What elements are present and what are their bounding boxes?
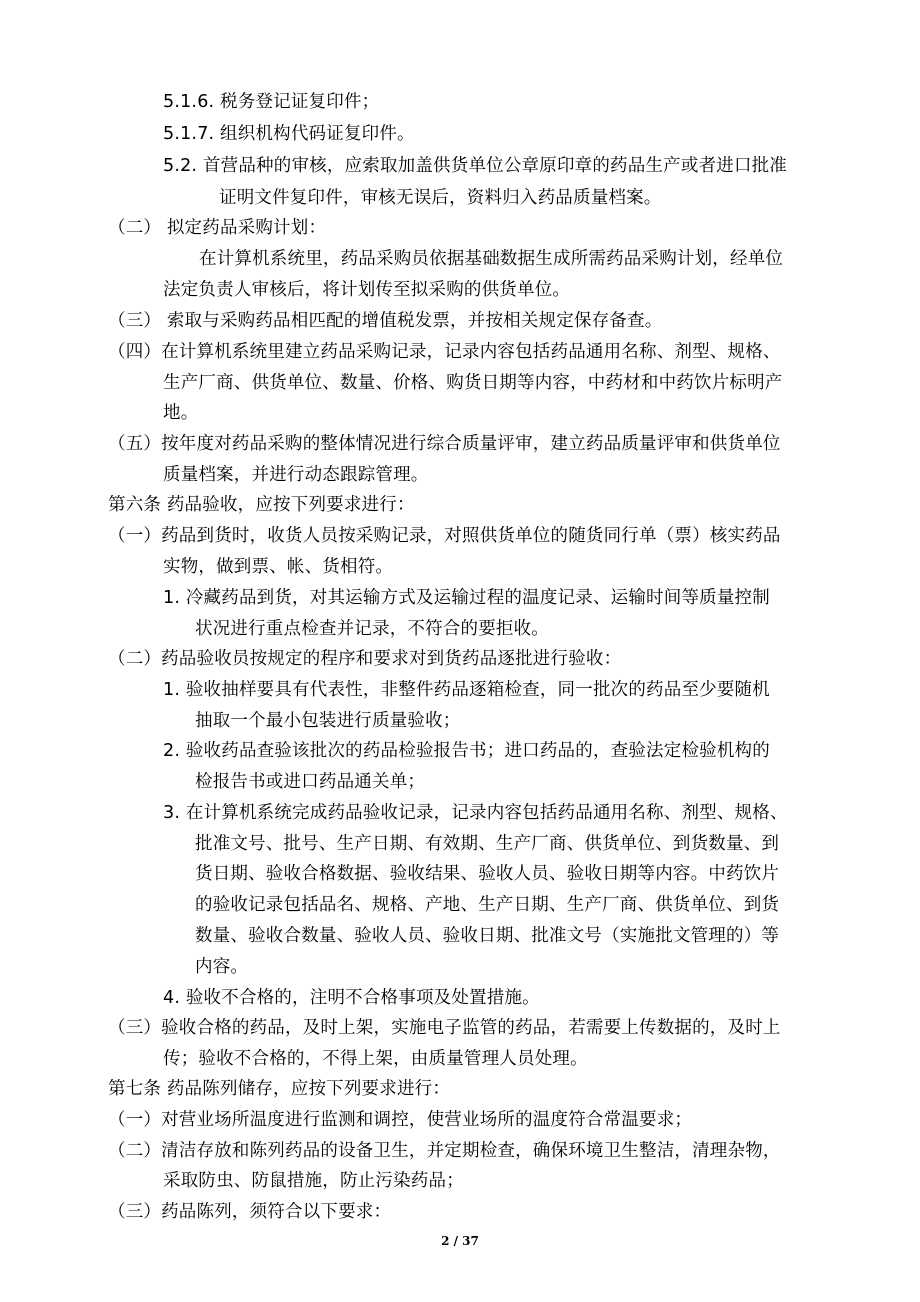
- text-line: 3. 在计算机系统完成药品验收记录，记录内容包括药品通用名称、剂型、规格、: [163, 803, 788, 823]
- text-line: 采取防虫、防鼠措施，防止污染药品；: [163, 1171, 464, 1191]
- text-line: 生产厂商、供货单位、数量、价格、购货日期等内容，中药材和中药饮片标明产: [163, 373, 783, 393]
- text-line: 货日期、验收合格数据、验收结果、验收人员、验收日期等内容。中药饮片: [195, 864, 780, 884]
- text-line: （五）按年度对药品采购的整体情况进行综合质量评审，建立药品质量评审和供货单位: [108, 434, 781, 454]
- text-line: 实物，做到票、帐、货相符。: [163, 557, 394, 577]
- text-line: 地。: [163, 403, 199, 423]
- text-line: 1. 冷藏药品到货，对其运输方式及运输过程的温度记录、运输时间等质量控制: [163, 588, 770, 608]
- text-line: 传；验收不合格的，不得上架，由质量管理人员处理。: [163, 1049, 588, 1069]
- text-line: 的验收记录包括品名、规格、产地、生产日期、生产厂商、供货单位、到货: [195, 895, 780, 915]
- text-line: 内容。: [195, 957, 249, 977]
- text-line: 抽取一个最小包装进行质量验收；: [195, 711, 461, 731]
- text-line: 质量档案，并进行动态跟踪管理。: [163, 465, 429, 485]
- text-line: 数量、验收合数量、验收人员、验收日期、批准文号（实施批文管理的）等: [195, 926, 780, 946]
- text-line: 4. 验收不合格的，注明不合格事项及处置措施。: [163, 988, 540, 1008]
- text-line: （一）药品到货时，收货人员按采购记录，对照供货单位的随货同行单（票）核实药品: [108, 526, 781, 546]
- page-number: 2 / 37: [441, 1234, 479, 1248]
- text-line: （三）验收合格的药品，及时上架，实施电子监管的药品，若需要上传数据的，及时上: [108, 1018, 781, 1038]
- text-line: （一）对营业场所温度进行监测和调控，使营业场所的温度符合常温要求；: [108, 1110, 693, 1130]
- text-line: （二） 拟定药品采购计划：: [108, 218, 327, 238]
- text-line: （三）药品陈列，须符合以下要求：: [108, 1202, 392, 1222]
- text-line: 在计算机系统里，药品采购员依据基础数据生成所需药品采购计划，经单位: [199, 249, 784, 269]
- text-line: 状况进行重点检查并记录，不符合的要拒收。: [195, 619, 549, 639]
- text-line: 2. 验收药品查验该批次的药品检验报告书；进口药品的，查验法定检验机构的: [163, 741, 770, 761]
- text-line: 证明文件复印件，审核无误后，资料归入药品质量档案。: [219, 188, 662, 208]
- text-line: 5.1.6. 税务登记证复印件；: [163, 92, 380, 112]
- article-heading: 第七条 药品陈列储存，应按下列要求进行：: [108, 1079, 451, 1099]
- text-line: （二）清洁存放和陈列药品的设备卫生，并定期检查，确保环境卫生整洁，清理杂物，: [108, 1141, 781, 1161]
- text-line: 5.2. 首营品种的审核，应索取加盖供货单位公章原印章的药品生产或者进口批准: [163, 156, 788, 176]
- text-line: （三） 索取与采购药品相匹配的增值税发票，并按相关规定保存备查。: [108, 311, 663, 331]
- article-heading: 第六条 药品验收，应按下列要求进行：: [108, 495, 415, 515]
- text-line: 检报告书或进口药品通关单；: [195, 772, 426, 792]
- text-line: （二）药品验收员按规定的程序和要求对到货药品逐批进行验收：: [108, 649, 622, 669]
- text-line: 5.1.7. 组织机构代码证复印件。: [163, 124, 415, 144]
- text-line: 批准文号、批号、生产日期、有效期、生产厂商、供货单位、到货数量、到: [195, 834, 780, 854]
- text-line: 1. 验收抽样要具有代表性，非整件药品逐箱检查，同一批次的药品至少要随机: [163, 680, 770, 700]
- text-line: （四）在计算机系统里建立药品采购记录，记录内容包括药品通用名称、剂型、规格、: [108, 342, 781, 362]
- text-line: 法定负责人审核后，将计划传至拟采购的供货单位。: [163, 280, 571, 300]
